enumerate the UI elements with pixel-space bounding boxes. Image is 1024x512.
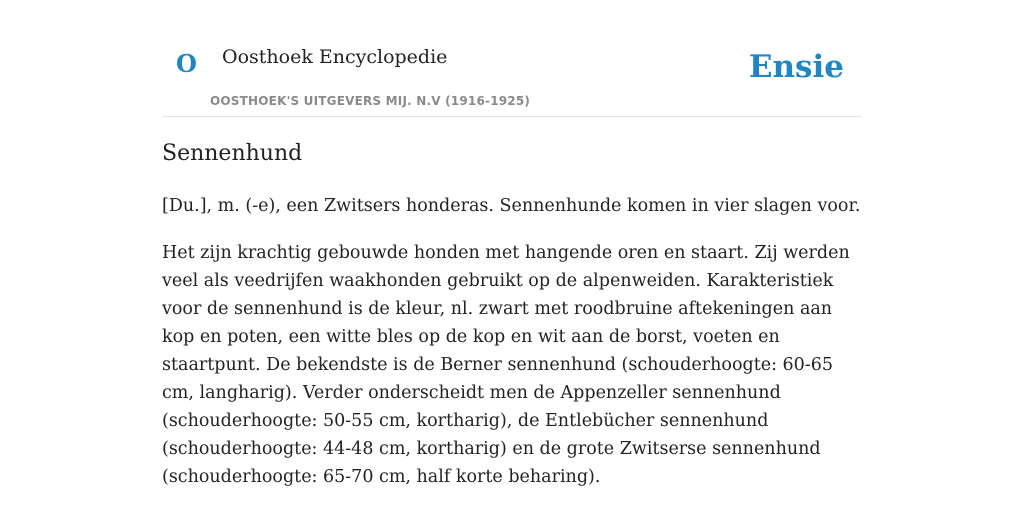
logo-letter[interactable]: O: [176, 49, 197, 78]
entry-paragraph: [Du.], m. (-e), een Zwitsers honderas. Sennenhunde komen in vier slagen voor.: [162, 196, 861, 216]
ensie-brand-link[interactable]: Ensie: [748, 49, 844, 85]
encyclopedia-header: [162, 0, 862, 117]
encyclopedia-title-link[interactable]: Oosthoek Encyclopedie: [222, 46, 448, 68]
entry-paragraph: Het zijn krachtig gebouwde honden met hangende oren en staart. Zij werden veel als veedrijfen waakhonden gebruikt op de alpenweiden. Karakteristiek voor de sennenhund is de kleur, nl. zwart met roodbruine aftekeningen aan kop en poten, een witte bles op de kop en wit aan de borst, voeten en staartpunt. De bekendste is de Berner sennenhund (schouderhoogte: 60-65 cm, langharig). Verder onderscheidt men de Appenzeller sennenhund (schouderhoogte: 50-55 cm, kortharig), de Entlebücher sennenhund (schouderhoogte: 44-48 cm, kortharig) en de grote Zwitserse sennenhund (schouderhoogte: 65-70 cm, half korte beharing).: [162, 243, 850, 487]
entry-title: Sennenhund: [162, 141, 303, 166]
publisher-subtitle: OOSTHOEK'S UITGEVERS MIJ. N.V (1916-1925): [210, 94, 531, 108]
page-container: [162, 0, 862, 487]
